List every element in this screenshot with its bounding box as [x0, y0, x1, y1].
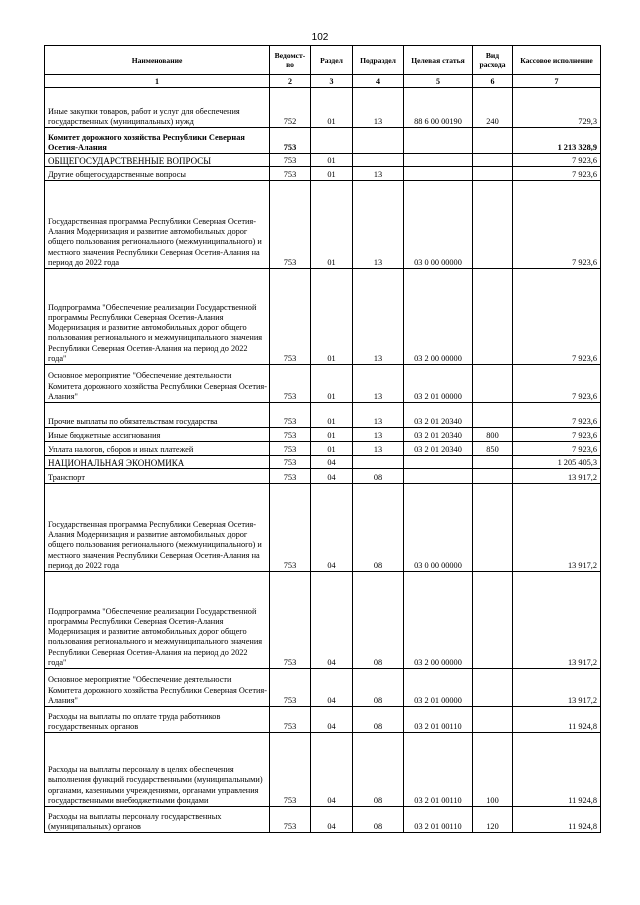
row-celevaya: 03 0 00 00000 — [404, 181, 473, 269]
row-ispolnenie: 1 205 405,3 — [513, 456, 601, 469]
row-ispolnenie: 7 923,6 — [513, 154, 601, 167]
row-ved: 753 — [270, 154, 311, 167]
col-header-ispolnenie: Кассовое исполнение — [513, 46, 601, 75]
row-ved: 753 — [270, 442, 311, 456]
row-vid: 120 — [473, 807, 513, 833]
row-podrazdel: 08 — [353, 733, 404, 807]
row-ved: 753 — [270, 484, 311, 572]
table-row — [45, 572, 601, 669]
row-ispolnenie: 7 923,6 — [513, 167, 601, 181]
row-razdel: 04 — [311, 733, 353, 807]
row-razdel: 01 — [311, 167, 353, 181]
row-podrazdel: 08 — [353, 469, 404, 484]
table-row — [45, 167, 601, 181]
row-celevaya — [404, 456, 473, 469]
row-name: Государственная программа Республики Северная Осетия-Алания Модернизация и развитие автомобильных дорог общего пользования регионального (межмуниципального) и местного значения Республики Северная Осетия-Алания на период до 2022 года — [45, 484, 270, 572]
row-name: Другие общегосударственные вопросы — [45, 167, 270, 181]
table-row — [45, 428, 601, 442]
row-ispolnenie: 13 917,2 — [513, 572, 601, 669]
header-row — [45, 46, 601, 75]
row-name: Основное мероприятие "Обеспечение деятельности Комитета дорожного хозяйства Республики Северная Осетия-Алания" — [45, 365, 270, 403]
row-ispolnenie: 11 924,8 — [513, 807, 601, 833]
table-row — [45, 669, 601, 707]
row-razdel: 04 — [311, 669, 353, 707]
row-celevaya: 03 2 01 00000 — [404, 669, 473, 707]
row-ispolnenie: 7 923,6 — [513, 269, 601, 365]
col-number: 3 — [311, 75, 353, 88]
row-ved: 753 — [270, 456, 311, 469]
row-podrazdel: 08 — [353, 669, 404, 707]
row-vid: 850 — [473, 442, 513, 456]
row-name: Иные бюджетные ассигнования — [45, 428, 270, 442]
row-podrazdel: 13 — [353, 365, 404, 403]
row-vid — [473, 167, 513, 181]
row-vid — [473, 181, 513, 269]
table-row — [45, 88, 601, 128]
row-name: Транспорт — [45, 469, 270, 484]
row-razdel: 01 — [311, 442, 353, 456]
row-celevaya: 03 2 01 00000 — [404, 365, 473, 403]
col-number: 4 — [353, 75, 404, 88]
row-name: Уплата налогов, сборов и иных платежей — [45, 442, 270, 456]
row-podrazdel: 08 — [353, 807, 404, 833]
row-ispolnenie: 7 923,6 — [513, 181, 601, 269]
row-vid — [473, 484, 513, 572]
col-header-celevaya: Целевая статья — [404, 46, 473, 75]
row-name: Расходы на выплаты по оплате труда работников государственных органов — [45, 707, 270, 733]
row-vid: 240 — [473, 88, 513, 128]
row-ispolnenie: 11 924,8 — [513, 733, 601, 807]
row-name: ОБЩЕГОСУДАРСТВЕННЫЕ ВОПРОСЫ — [45, 154, 270, 167]
row-celevaya: 03 2 01 20340 — [404, 428, 473, 442]
row-podrazdel: 13 — [353, 403, 404, 428]
row-ved: 753 — [270, 167, 311, 181]
table-row — [45, 484, 601, 572]
row-celevaya: 88 6 00 00190 — [404, 88, 473, 128]
row-podrazdel — [353, 456, 404, 469]
col-number: 7 — [513, 75, 601, 88]
row-name: Расходы на выплаты персоналу в целях обеспечения выполнения функций государственными (муниципальными) органами, казенными учреждениями, органами управления государственными внебюджетными фондами — [45, 733, 270, 807]
row-vid — [473, 128, 513, 154]
row-ved: 753 — [270, 403, 311, 428]
table-row — [45, 128, 601, 154]
row-razdel: 01 — [311, 88, 353, 128]
row-name: Иные закупки товаров, работ и услуг для обеспечения государственных (муниципальных) нужд — [45, 88, 270, 128]
row-celevaya: 03 2 01 20340 — [404, 442, 473, 456]
row-ispolnenie: 13 917,2 — [513, 669, 601, 707]
table-row — [45, 154, 601, 167]
table-row — [45, 807, 601, 833]
row-celevaya: 03 2 01 00110 — [404, 733, 473, 807]
row-ispolnenie: 7 923,6 — [513, 428, 601, 442]
col-header-ved: Ведомст-во — [270, 46, 311, 75]
row-name: Государственная программа Республики Северная Осетия-Алания Модернизация и развитие автомобильных дорог общего пользования регионального (межмуниципального) и местного значения Республики Северная Осетия-Алания на период до 2022 года — [45, 181, 270, 269]
col-number: 6 — [473, 75, 513, 88]
row-celevaya: 03 2 01 20340 — [404, 403, 473, 428]
row-name: Подпрограмма "Обеспечение реализации Государственной программы Республики Северная Осетия-Алания Модернизация и развитие автомобильных дорог общего пользования регионального и межмуниципального значения Республики Северная Осетия-Алания на период до 2022 года" — [45, 269, 270, 365]
row-razdel: 01 — [311, 154, 353, 167]
row-razdel — [311, 128, 353, 154]
table-row — [45, 181, 601, 269]
row-razdel: 01 — [311, 365, 353, 403]
col-header-podrazdel: Подраздел — [353, 46, 404, 75]
row-podrazdel: 13 — [353, 442, 404, 456]
row-podrazdel — [353, 154, 404, 167]
table-row — [45, 365, 601, 403]
row-vid — [473, 669, 513, 707]
row-ispolnenie: 729,3 — [513, 88, 601, 128]
row-razdel: 04 — [311, 707, 353, 733]
row-ved: 753 — [270, 733, 311, 807]
column-number-row — [45, 75, 601, 88]
row-name: Подпрограмма "Обеспечение реализации Государственной программы Республики Северная Осетия-Алания Модернизация и развитие автомобильных дорог общего пользования регионального и межмуниципального значения Республики Северная Осетия-Алания на период до 2022 года" — [45, 572, 270, 669]
col-header-name: Наименование — [45, 46, 270, 75]
row-ved: 753 — [270, 181, 311, 269]
row-razdel: 01 — [311, 428, 353, 442]
row-celevaya: 03 0 00 00000 — [404, 484, 473, 572]
budget-table — [44, 45, 601, 833]
row-ved: 753 — [270, 269, 311, 365]
row-name: Расходы на выплаты персоналу государственных (муниципальных) органов — [45, 807, 270, 833]
row-celevaya: 03 2 01 00110 — [404, 807, 473, 833]
table-row — [45, 469, 601, 484]
row-name: Комитет дорожного хозяйства Республики Северная Осетия-Алания — [45, 128, 270, 154]
row-ved: 753 — [270, 428, 311, 442]
row-vid — [473, 154, 513, 167]
row-vid — [473, 572, 513, 669]
row-celevaya: 03 2 00 00000 — [404, 269, 473, 365]
table-row — [45, 442, 601, 456]
row-razdel: 04 — [311, 456, 353, 469]
row-ispolnenie: 7 923,6 — [513, 442, 601, 456]
row-vid — [473, 403, 513, 428]
row-podrazdel: 08 — [353, 484, 404, 572]
row-ved: 753 — [270, 128, 311, 154]
row-ispolnenie: 7 923,6 — [513, 403, 601, 428]
row-razdel: 04 — [311, 484, 353, 572]
row-razdel: 04 — [311, 807, 353, 833]
table-row — [45, 403, 601, 428]
row-vid: 100 — [473, 733, 513, 807]
row-podrazdel: 13 — [353, 181, 404, 269]
row-name: Прочие выплаты по обязательствам государства — [45, 403, 270, 428]
row-vid — [473, 707, 513, 733]
row-podrazdel: 13 — [353, 167, 404, 181]
row-celevaya: 03 2 01 00110 — [404, 707, 473, 733]
row-name: НАЦИОНАЛЬНАЯ ЭКОНОМИКА — [45, 456, 270, 469]
col-number: 1 — [45, 75, 270, 88]
row-razdel: 01 — [311, 269, 353, 365]
row-razdel: 01 — [311, 181, 353, 269]
row-ved: 753 — [270, 807, 311, 833]
page-number: 102 — [311, 32, 329, 43]
row-razdel: 04 — [311, 469, 353, 484]
row-podrazdel: 13 — [353, 88, 404, 128]
row-razdel: 01 — [311, 403, 353, 428]
row-podrazdel: 13 — [353, 269, 404, 365]
row-ispolnenie: 13 917,2 — [513, 469, 601, 484]
row-celevaya — [404, 167, 473, 181]
row-vid — [473, 469, 513, 484]
row-podrazdel: 13 — [353, 428, 404, 442]
row-ved: 753 — [270, 365, 311, 403]
table-row — [45, 456, 601, 469]
row-ispolnenie: 1 213 328,9 — [513, 128, 601, 154]
row-ispolnenie: 7 923,6 — [513, 365, 601, 403]
col-number: 2 — [270, 75, 311, 88]
table-row — [45, 269, 601, 365]
row-vid — [473, 365, 513, 403]
row-ved: 753 — [270, 469, 311, 484]
row-celevaya — [404, 469, 473, 484]
row-ved: 752 — [270, 88, 311, 128]
row-ispolnenie: 11 924,8 — [513, 707, 601, 733]
row-vid — [473, 269, 513, 365]
row-podrazdel — [353, 128, 404, 154]
row-name: Основное мероприятие "Обеспечение деятельности Комитета дорожного хозяйства Республики Северная Осетия-Алания" — [45, 669, 270, 707]
row-vid: 800 — [473, 428, 513, 442]
row-celevaya: 03 2 00 00000 — [404, 572, 473, 669]
table-row — [45, 707, 601, 733]
row-podrazdel: 08 — [353, 707, 404, 733]
col-number: 5 — [404, 75, 473, 88]
row-razdel: 04 — [311, 572, 353, 669]
col-header-razdel: Раздел — [311, 46, 353, 75]
table-row — [45, 733, 601, 807]
row-celevaya — [404, 128, 473, 154]
col-header-vid: Вид расхода — [473, 46, 513, 75]
row-vid — [473, 456, 513, 469]
row-ved: 753 — [270, 707, 311, 733]
row-celevaya — [404, 154, 473, 167]
row-ved: 753 — [270, 669, 311, 707]
row-podrazdel: 08 — [353, 572, 404, 669]
row-ispolnenie: 13 917,2 — [513, 484, 601, 572]
row-ved: 753 — [270, 572, 311, 669]
